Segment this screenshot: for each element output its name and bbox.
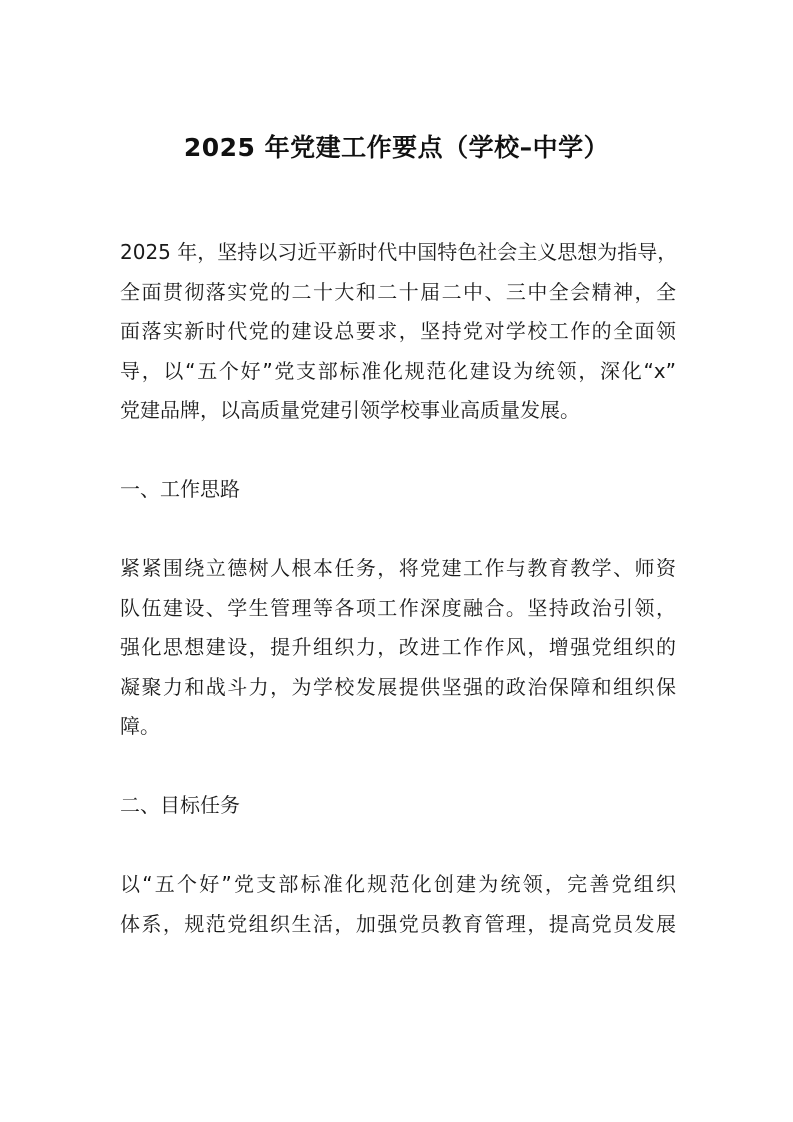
paragraph-line: 体系，规范党组织生活，加强党员教育管理，提高党员发展 — [120, 911, 676, 936]
document-title: 2025 年党建工作要点（学校–中学） — [183, 133, 610, 162]
paragraph-line: 以“五个好”党支部标准化规范化创建为统领，完善党组织 — [120, 872, 676, 896]
paragraph-line: 2025 年，坚持以习近平新时代中国特色社会主义思想为指导， — [120, 240, 678, 264]
paragraph-spacer — [120, 431, 676, 471]
paragraph-line: 紧紧围绕立德树人根本任务，将党建工作与教育教学、师资 — [120, 556, 676, 580]
paragraph-line: 凝聚力和战斗力，为学校发展提供坚强的政治保障和组织保 — [120, 674, 676, 699]
paragraph-line: 队伍建设、学生管理等各项工作深度融合。坚持政治引领， — [120, 595, 676, 620]
section1-paragraph — [120, 549, 676, 747]
section-heading-goals-tasks: 二、目标任务 — [120, 793, 240, 817]
document-body — [120, 233, 676, 944]
paragraph-line: 党建品牌，以高质量党建引领学校事业高质量发展。 — [120, 398, 580, 422]
paragraph-line: 强化思想建设，提升组织力，改进工作作风，增强党组织的 — [120, 635, 676, 659]
paragraph-line: 面落实新时代党的建设总要求，坚持党对学校工作的全面领 — [120, 319, 676, 343]
paragraph-line: 全面贯彻落实党的二十大和二十届二中、三中全会精神，全 — [120, 279, 676, 304]
paragraph-line: 导，以“五个好”党支部标准化规范化建设为统领，深化“x” — [120, 358, 676, 383]
section-heading-work-approach: 一、工作思路 — [120, 477, 240, 501]
paragraph-spacer — [120, 747, 676, 787]
paragraph-spacer — [120, 510, 676, 550]
section2-paragraph — [120, 865, 676, 944]
intro-paragraph — [120, 233, 676, 431]
paragraph-line: 障。 — [120, 714, 160, 738]
paragraph-spacer — [120, 826, 676, 866]
